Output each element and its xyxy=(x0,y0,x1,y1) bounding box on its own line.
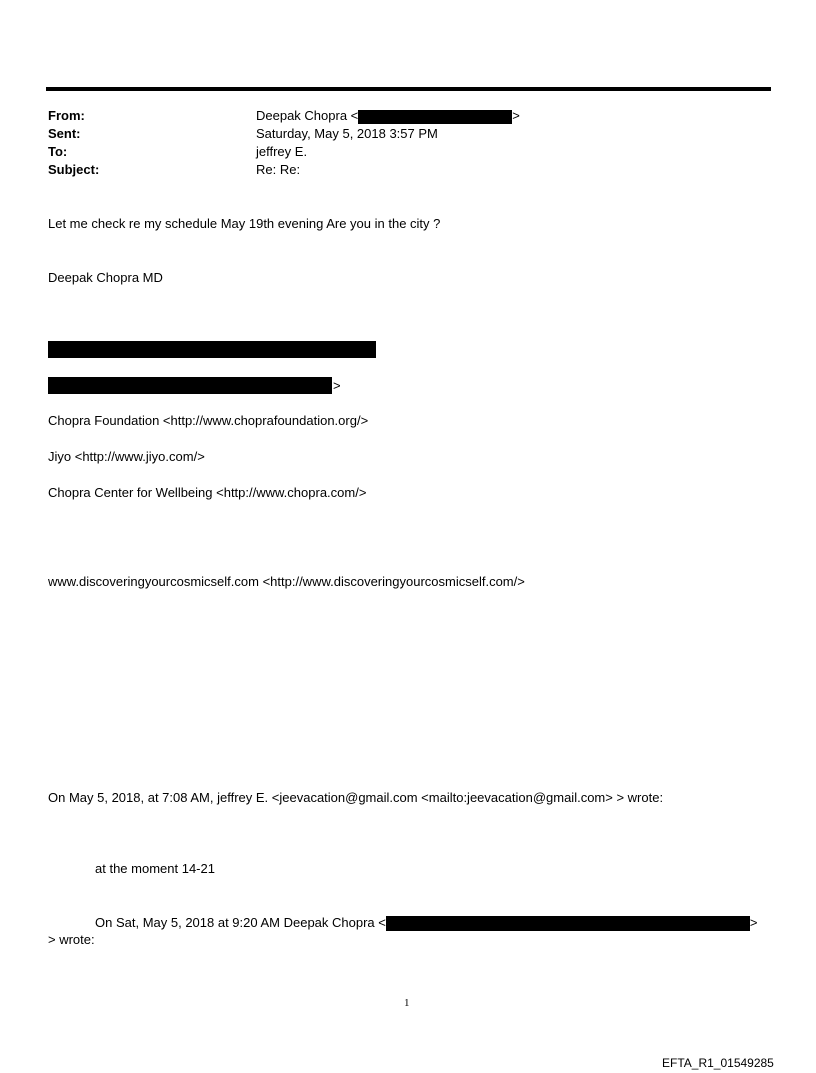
sent-label: Sent: xyxy=(48,126,81,141)
document-id: EFTA_R1_01549285 xyxy=(662,1056,774,1070)
link-foundation[interactable]: Chopra Foundation <http://www.choprafoundation.org/> xyxy=(48,413,369,428)
quote-header: On May 5, 2018, at 7:08 AM, jeffrey E. <jeevacation@gmail.com <mailto:jeevacation@gmail.com> > wrote: xyxy=(48,790,664,805)
redaction-bar xyxy=(358,110,512,124)
link-cosmic[interactable]: www.discoveringyourcosmicself.com <http://www.discoveringyourcosmicself.com/> xyxy=(48,574,525,589)
from-value xyxy=(256,108,520,124)
signature-name: Deepak Chopra MD xyxy=(48,270,163,285)
subject-label: Subject: xyxy=(48,162,100,177)
header-rule xyxy=(46,87,771,91)
nested-quote-close: > xyxy=(749,915,758,930)
link-jiyo[interactable]: Jiyo <http://www.jiyo.com/> xyxy=(48,449,205,464)
link-center[interactable]: Chopra Center for Wellbeing <http://www.chopra.com/> xyxy=(48,485,367,500)
sent-value: Saturday, May 5, 2018 3:57 PM xyxy=(256,126,438,141)
nested-quote-end: > wrote: xyxy=(48,932,95,947)
subject-value: Re: Re: xyxy=(256,162,301,177)
quote-reply: at the moment 14-21 xyxy=(95,861,215,876)
to-label: To: xyxy=(48,144,68,159)
to-value: jeffrey E. xyxy=(256,144,308,159)
from-close: > xyxy=(512,108,520,123)
nested-quote-start xyxy=(95,915,757,931)
redaction-bar xyxy=(48,341,376,358)
nested-quote-text: On Sat, May 5, 2018 at 9:20 AM Deepak Chopra < xyxy=(95,915,386,930)
redaction-bar xyxy=(48,377,332,394)
redaction-bar xyxy=(386,916,750,931)
message-text: Let me check re my schedule May 19th evening Are you in the city ? xyxy=(48,216,441,231)
page-number: 1 xyxy=(404,997,410,1009)
from-name: Deepak Chopra < xyxy=(256,108,359,123)
redacted-line-close: > xyxy=(333,378,341,393)
from-label: From: xyxy=(48,108,85,123)
